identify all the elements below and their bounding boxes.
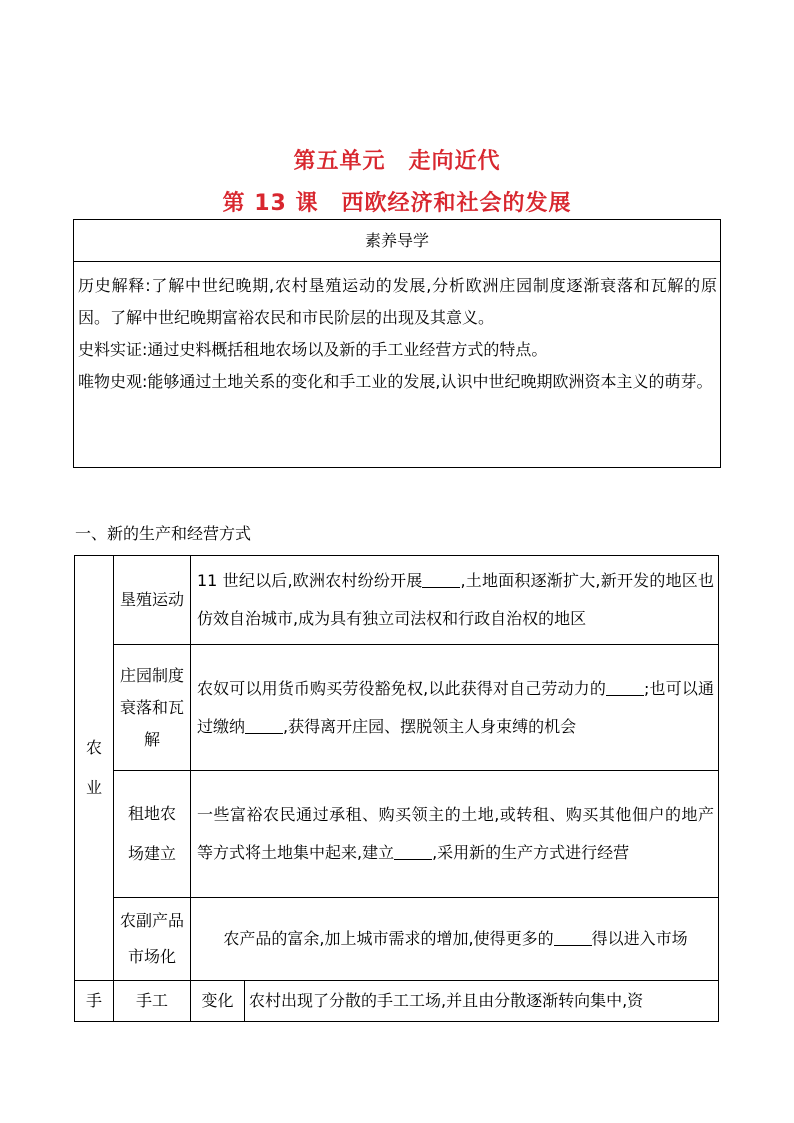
topic-label: 租地农场建立 [127, 804, 176, 863]
fill-blank[interactable] [554, 929, 592, 946]
content-text: ;也可以通过缴纳 [197, 678, 714, 736]
content-cell [191, 771, 719, 898]
topic-cell [114, 898, 191, 981]
section-title: 一、新的生产和经营方式 [75, 524, 252, 543]
content-text: ,土地面积逐渐扩大,新开发的地区也仿效自治城市,成为具有独立司法权和行政自治权的地区 [197, 571, 714, 628]
table-row [75, 771, 719, 898]
guide-item-history-explanation: 历史解释:了解中世纪晚期,农村垦殖运动的发展,分析欧洲庄园制度逐渐衰落和瓦解的原因。了解中世纪晚期富裕农民和市民阶层的出现及其意义。 [78, 276, 717, 327]
topic-cell [114, 556, 191, 645]
content-text: 一些富裕农民通过承租、购买领主的土地,或转租、购买其他佃户的地产等方式将土地集中起来,建立 [197, 805, 714, 862]
subtopic-cell [191, 981, 245, 1022]
content-text: 农产品的富余,加上城市需求的增加,使得更多的 [223, 929, 554, 948]
content-text: ,采用新的生产方式进行经营 [432, 843, 630, 862]
fill-blank[interactable] [394, 843, 432, 860]
content-cell [191, 645, 719, 771]
category-cell [75, 556, 114, 981]
literacy-guide-box [73, 219, 721, 468]
category-handicraft: 手 [85, 991, 102, 1010]
unit-title: 第五单元 走向近代 [293, 149, 501, 174]
content-cell [191, 556, 719, 645]
content-cell [191, 898, 719, 981]
content-text: ,获得离开庄园、摆脱领主人身束缚的机会 [283, 716, 577, 736]
category-cell [75, 981, 114, 1022]
lesson-title: 第 13 课 西欧经济和社会的发展 [222, 191, 572, 216]
guide-item-materialism: 唯物史观:能够通过土地关系的变化和手工业的发展,认识中世纪晚期欧洲资本主义的萌芽。 [78, 372, 713, 391]
topic-label: 农副产品市场化 [119, 911, 184, 966]
table-row [75, 645, 719, 771]
content-text: 农奴可以用货币购买劳役豁免权,以此获得对自己劳动力的 [197, 678, 606, 698]
fill-blank[interactable] [606, 679, 644, 696]
subtopic-label: 变化 [201, 991, 234, 1010]
content-text: 农村出现了分散的手工工场,并且由分散逐渐转向集中,资 [249, 991, 644, 1010]
content-text: 11 世纪以后,欧洲农村纷纷开展 [197, 571, 423, 590]
guide-body [74, 262, 720, 398]
guide-item-evidence: 史料实证:通过史料概括租地农场以及新的手工业经营方式的特点。 [78, 340, 548, 359]
fill-blank[interactable] [422, 571, 460, 588]
category-agriculture: 农业 [85, 738, 102, 797]
topic-cell [114, 645, 191, 771]
production-table [74, 555, 719, 1022]
topic-cell [114, 771, 191, 898]
content-cell [245, 981, 719, 1022]
topic-label: 垦殖运动 [119, 590, 184, 609]
fill-blank[interactable] [245, 717, 283, 734]
topic-cell [114, 981, 191, 1022]
topic-label: 庄园制度衰落和瓦解 [119, 665, 184, 749]
table-row [75, 981, 719, 1022]
table-row [75, 898, 719, 981]
guide-header: 素养导学 [74, 220, 720, 262]
table-row [75, 556, 719, 645]
topic-label: 手工 [135, 991, 168, 1010]
content-text: 得以进入市场 [591, 929, 688, 948]
